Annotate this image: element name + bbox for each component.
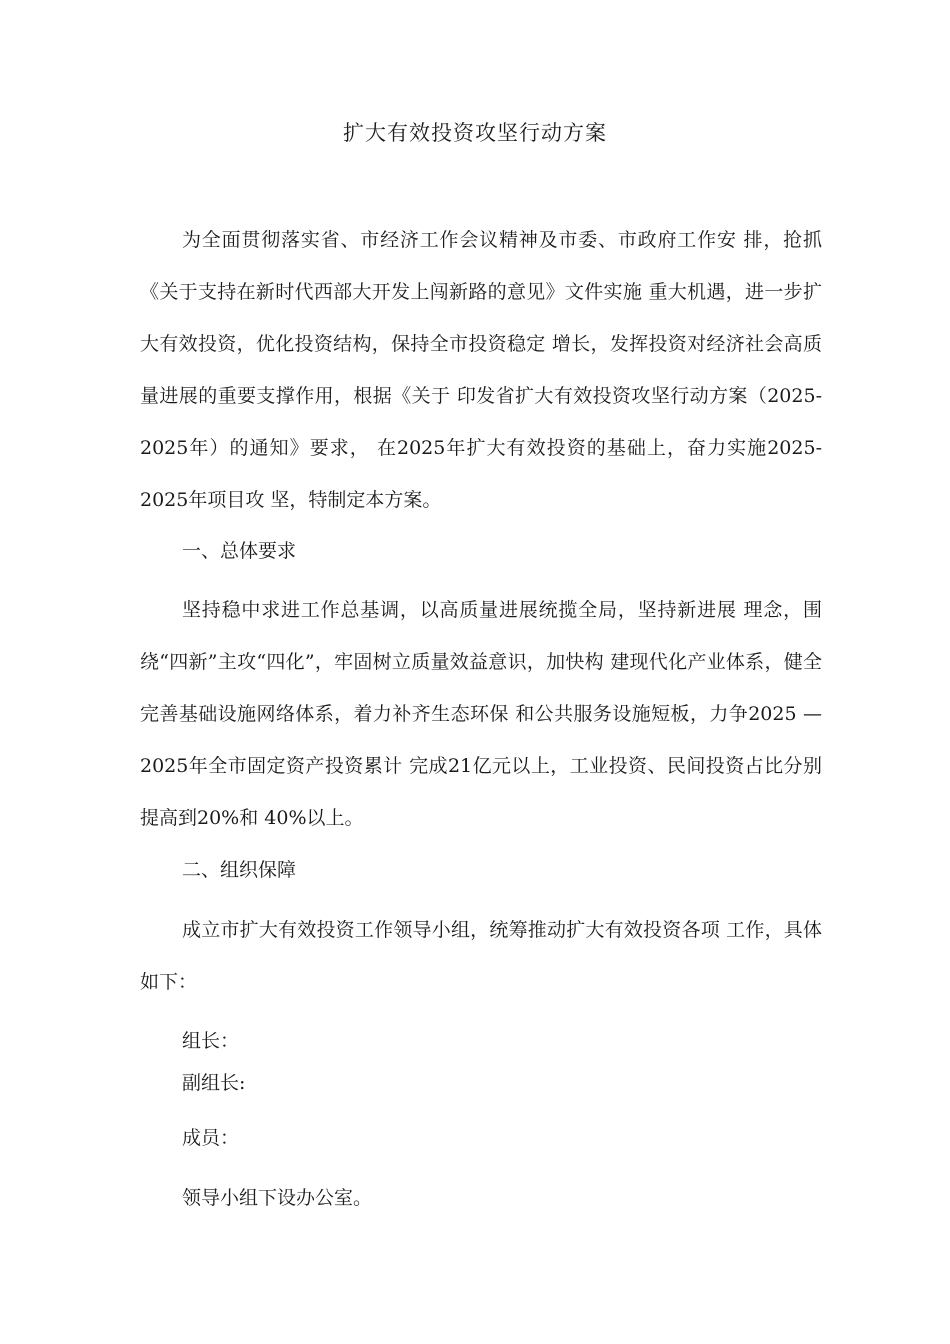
office-line: 领导小组下设办公室。 bbox=[182, 1187, 373, 1209]
section-2-paragraph: 成立市扩大有效投资工作领导小组，统筹推动扩大有效投资各项 工作，具体如下： bbox=[140, 919, 822, 993]
section-2-heading: 二、组织保障 bbox=[182, 859, 297, 881]
members-line: 成员： bbox=[182, 1127, 240, 1149]
leader-line: 组长： bbox=[182, 1030, 240, 1052]
deputy-leader-line: 副组长: bbox=[182, 1072, 246, 1094]
section-1-heading: 一、总体要求 bbox=[182, 540, 297, 562]
document-title: 扩大有效投资攻坚行动方案 bbox=[343, 121, 607, 145]
section-1-paragraph: 坚持稳中求进工作总基调，以高质量进展统揽全局，坚持新进展 理念，围绕“四新”主攻“四化”，牢固树立质量效益意识，加快构 建现代化产业体系，健全完善基础设施网络体系，着力补齐生态环保 和公共服务设施短板，力争2025 — 2025年全市固定资产投资累计 完成21亿元以上，工业投资、民间投资占比分别提高到20%和 40%以上。 bbox=[140, 599, 822, 829]
intro-paragraph: 为全面贯彻落实省、市经济工作会议精神及市委、市政府工作安 排，抢抓《关于支持在新时代西部大开发上闯新路的意见》文件实施 重大机遇，进一步扩大有效投资，优化投资结构，保持全市投资稳定 增长，发挥投资对经济社会高质量进展的重要支撑作用，根据《关于 印发省扩大有效投资攻坚行动方案（2025-2025年）的通知》要求， 在2025年扩大有效投资的基础上，奋力实施2025-2025年项目攻 坚，特制定本方案。 bbox=[140, 229, 822, 511]
